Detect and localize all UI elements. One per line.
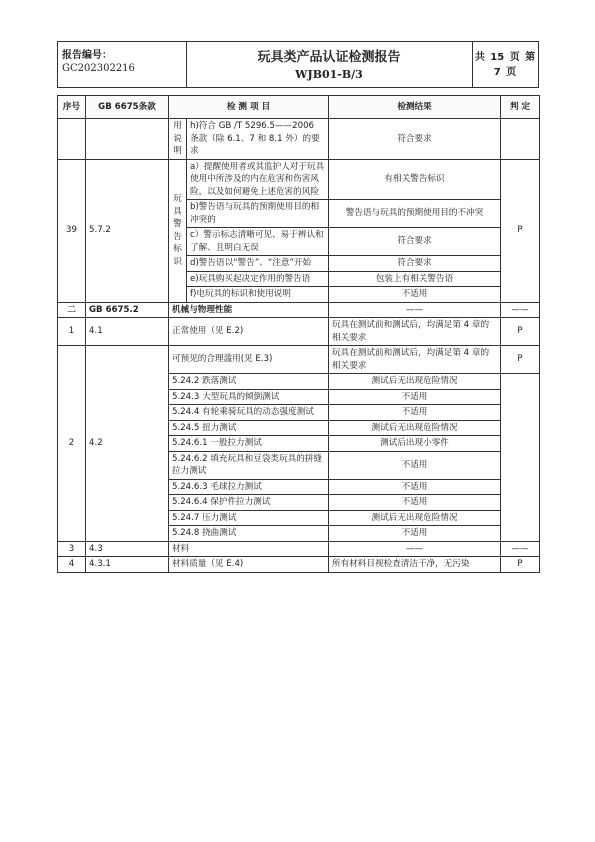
sub-group-label: 玩 具 警 告 标 识 — [169, 159, 187, 302]
test-result: 不适用 — [329, 389, 501, 405]
test-item: b)警告语与玩具的预期使用目的相冲突的 — [187, 200, 329, 228]
test-result: 所有材料目视检查清洁干净，无污染 — [329, 557, 501, 573]
test-result: 有相关警告标识 — [329, 159, 501, 200]
test-result: 符合要求 — [329, 228, 501, 256]
test-result: 测试后无出现危险情况 — [329, 420, 501, 436]
table-row — [58, 557, 540, 573]
test-item: 5.24.6.4 保护件拉力测试 — [169, 495, 329, 511]
verdict: P — [501, 318, 540, 346]
verdict: P — [501, 346, 540, 374]
table-row — [58, 119, 540, 160]
section-result: —— — [329, 302, 501, 318]
test-item: 正常使用（见 E.2) — [169, 318, 329, 346]
report-number-label: 报告编号： — [62, 50, 112, 61]
test-results-table — [57, 95, 540, 573]
report-title-cell — [186, 42, 473, 87]
test-result: —— — [329, 541, 501, 557]
test-item: 5.24.7 压力测试 — [169, 510, 329, 526]
test-result: 玩具在测试前和测试后，均满足第 4 章的相关要求 — [329, 318, 501, 346]
section-title: 机械与物理性能 — [169, 302, 329, 318]
test-result: 不适用 — [329, 405, 501, 421]
test-item: 5.24.2 跌落测试 — [169, 374, 329, 390]
verdict: P — [501, 159, 540, 302]
row-number: 1 — [58, 318, 86, 346]
row-number: 2 — [58, 346, 86, 542]
report-number-cell — [58, 42, 187, 87]
test-item: 5.24.5 扭力测试 — [169, 420, 329, 436]
report-code: WJB01-B/3 — [295, 68, 363, 81]
test-item: 5.24.6.3 毛球拉力测试 — [169, 479, 329, 495]
clause: 5.7.2 — [86, 159, 169, 302]
clause: 4.2 — [86, 346, 169, 542]
table-header-row — [58, 96, 540, 119]
page-info: 共 15 页 第 7 页 — [474, 52, 536, 78]
column-header-verdict: 判 定 — [501, 96, 540, 119]
section-clause: GB 6675.2 — [86, 302, 169, 318]
column-header-result: 检测结果 — [329, 96, 501, 119]
row-number: 4 — [58, 557, 86, 573]
test-result: 符合要求 — [329, 256, 501, 272]
test-item: 5.24.6.1 一般拉力测试 — [169, 436, 329, 452]
test-result: 测试后无出现危险情况 — [329, 510, 501, 526]
test-item: d)警告语以“警告”、“注意”开始 — [187, 256, 329, 272]
clause: 4.1 — [86, 318, 169, 346]
column-header-item: 检 测 项 目 — [169, 96, 329, 119]
test-item: 5.24.8 挠曲测试 — [169, 526, 329, 542]
test-item: 可预见的合理滥用(见 E.3) — [169, 346, 329, 374]
section-verdict: —— — [501, 302, 540, 318]
verdict: —— — [501, 541, 540, 557]
report-header — [57, 41, 539, 88]
row-number: 3 — [58, 541, 86, 557]
test-result: 包装上有相关警告语 — [329, 271, 501, 287]
test-item: h)符合 GB /T 5296.5——2006 条款（除 6.1、7 和 8.1 外）的要求 — [187, 119, 329, 160]
clause: 4.3.1 — [86, 557, 169, 573]
sub-group-label: 用 说 明 — [169, 119, 187, 160]
test-result: 不适用 — [329, 479, 501, 495]
test-result: 玩具在测试前和测试后，均满足第 4 章的相关要求 — [329, 346, 501, 374]
test-result: 不适用 — [329, 287, 501, 303]
report-title: 玩具类产品认证检测报告 — [257, 50, 401, 65]
clause: 4.3 — [86, 541, 169, 557]
test-result: 不适用 — [329, 526, 501, 542]
test-item: c）警示标志清晰可见、易于辨认和了解、且明白无误 — [187, 228, 329, 256]
table-row — [58, 159, 540, 200]
test-result: 测试后出现小零件 — [329, 436, 501, 452]
section-number: 二 — [58, 302, 86, 318]
column-header-no: 序号 — [58, 96, 86, 119]
column-header-clause: GB 6675条款 — [86, 96, 169, 119]
test-result: 不适用 — [329, 451, 501, 479]
verdict: P — [501, 557, 540, 573]
test-result: 不适用 — [329, 495, 501, 511]
report-number: GC202302216 — [62, 63, 135, 74]
test-item: 5.24.4 有轮乘骑玩具的动态强度测试 — [169, 405, 329, 421]
table-row — [58, 318, 540, 346]
test-item: e)玩具购买起决定作用的警告语 — [187, 271, 329, 287]
test-item: 5.24.6.2 填充玩具和豆袋类玩具的拼缝拉力测试 — [169, 451, 329, 479]
test-item: 材料质量（见 E.4) — [169, 557, 329, 573]
table-row — [58, 346, 540, 374]
page-info-cell — [472, 42, 538, 87]
test-item: f)电玩具的标识和使用说明 — [187, 287, 329, 303]
section-row — [58, 302, 540, 318]
test-item: 5.24.3 大型玩具的倾倒测试 — [169, 389, 329, 405]
test-result: 警告语与玩具的预期使用目的不冲突 — [329, 200, 501, 228]
test-result: 测试后无出现危险情况 — [329, 374, 501, 390]
test-result: 符合要求 — [329, 119, 501, 160]
test-item: a）提醒使用者或其监护人对于玩具使用中所涉及的内在危害和伤害风险，以及如何避免上述危害的风险 — [187, 159, 329, 200]
table-row — [58, 541, 540, 557]
test-item: 材料 — [169, 541, 329, 557]
row-number: 39 — [58, 159, 86, 302]
